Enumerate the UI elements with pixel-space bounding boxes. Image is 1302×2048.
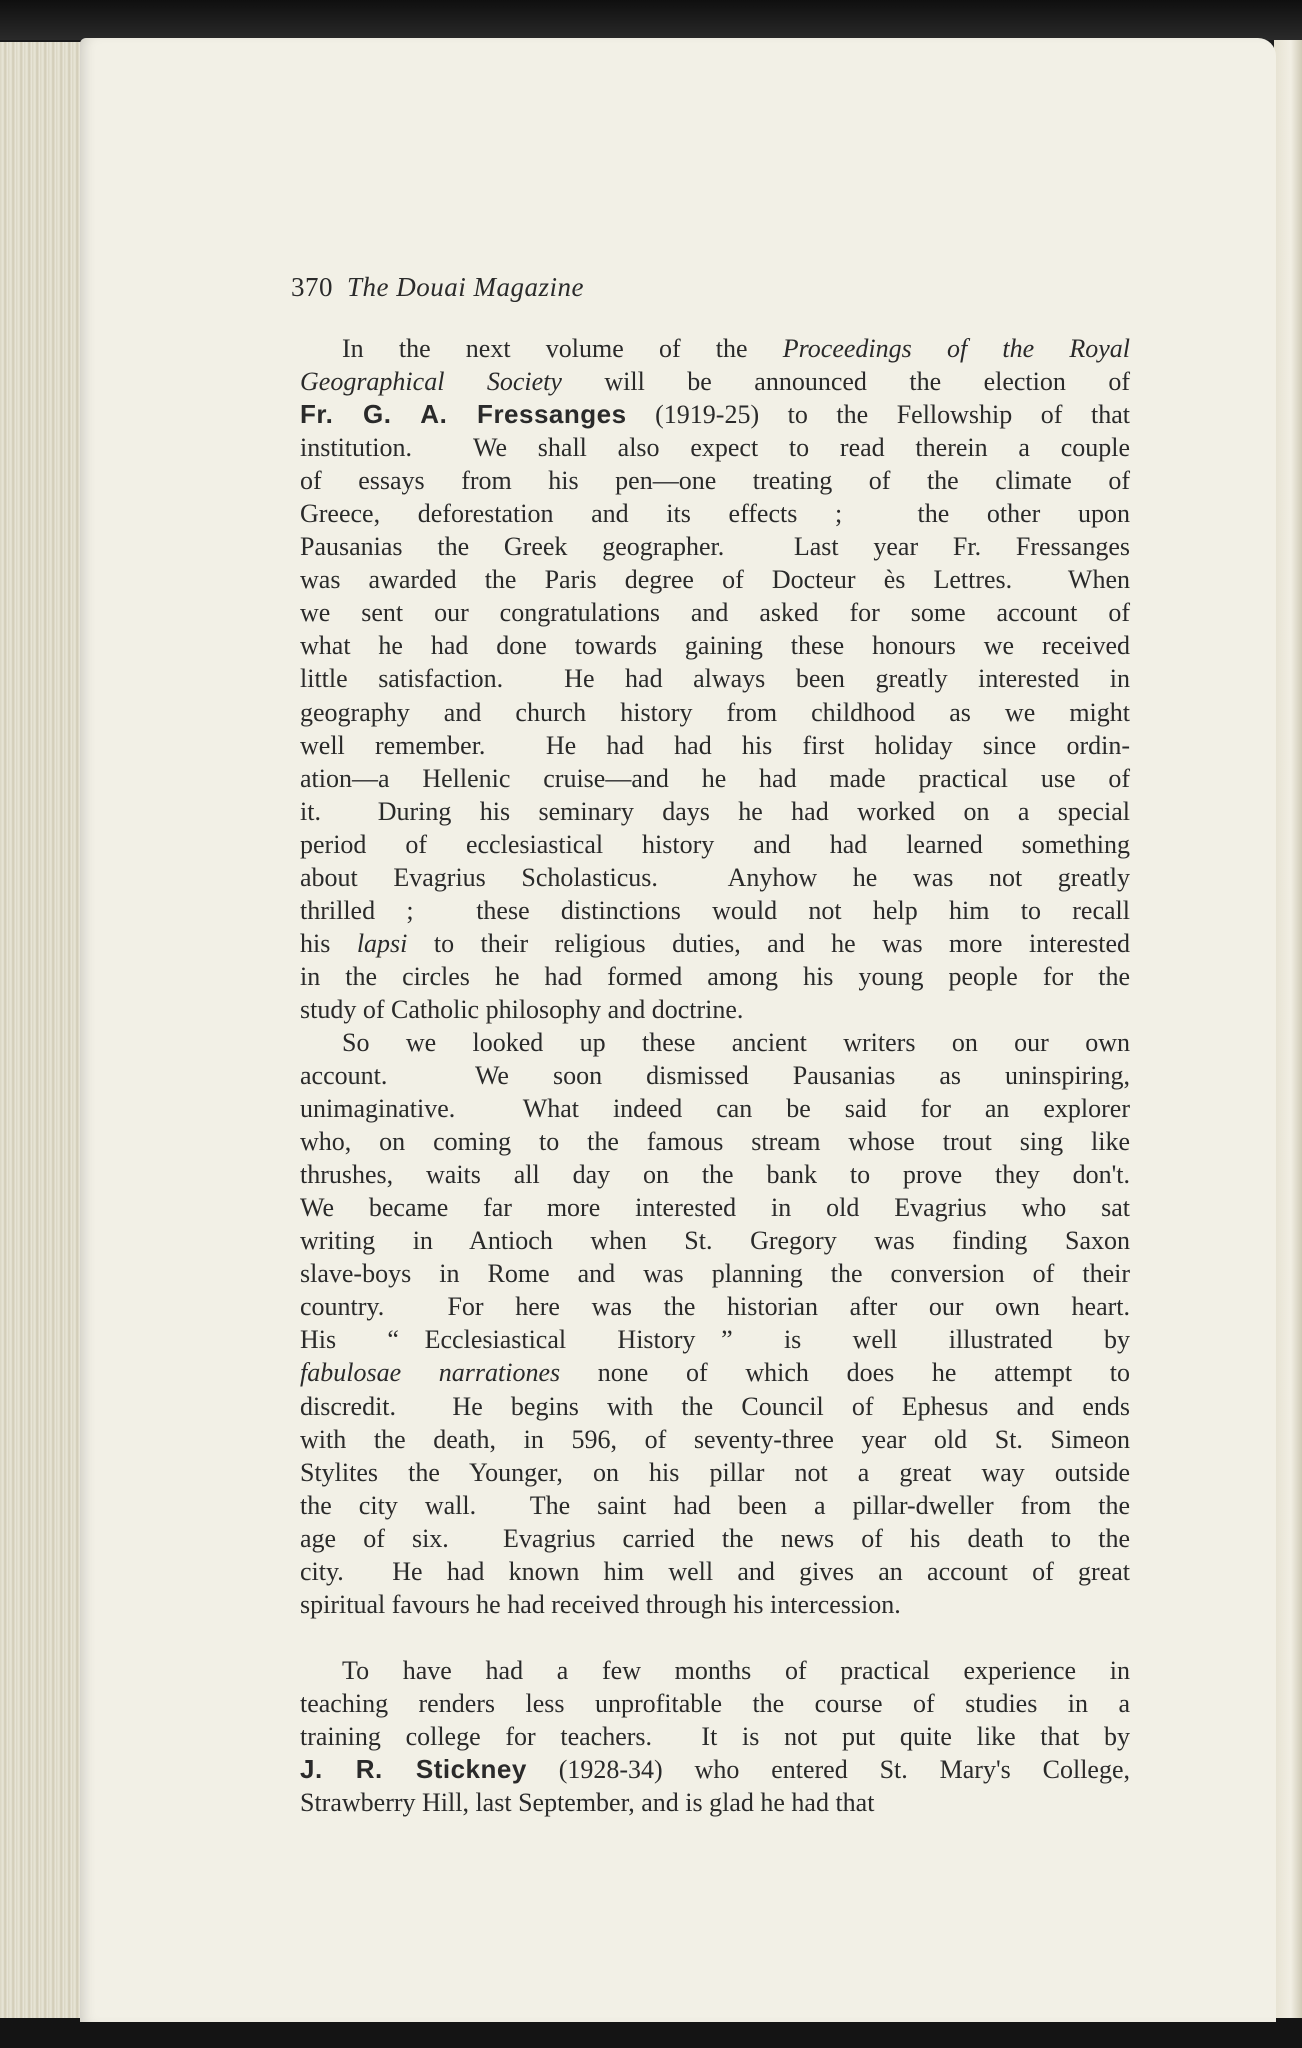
text-line	[300, 530, 1130, 563]
text-run: slave-boys in Rome and was planning the conversion of their	[300, 1259, 1130, 1289]
text-line	[300, 1257, 1130, 1290]
text-run: the city wall. The saint had been a pillar-dweller from the	[300, 1490, 1130, 1520]
text-run: with the death, in 596, of seventy-three year old St. Simeon	[300, 1424, 1130, 1454]
text-run: who, on coming to the famous stream whose trout sing like	[300, 1127, 1130, 1157]
text-run: (1919-25) to the Fellowship of that	[626, 400, 1130, 430]
text-run: writing in Antioch when St. Gregory was finding Saxon	[300, 1226, 1130, 1256]
scan-bottom-edge	[0, 2018, 1302, 2048]
text-line	[300, 1390, 1130, 1423]
text-run: teaching renders less unprofitable the course of studies in a	[300, 1688, 1130, 1718]
text-line	[300, 596, 1130, 629]
text-line	[300, 662, 1130, 695]
text-line	[300, 497, 1130, 530]
text-run: To have had a few months of practical experience in	[342, 1655, 1130, 1685]
text-run: institution. We shall also expect to read therein a couple	[300, 433, 1130, 463]
text-line	[300, 1059, 1130, 1092]
text-run: account. We soon dismissed Pausanias as uninspiring,	[300, 1061, 1130, 1091]
text-run: geography and church history from childhood as we might	[300, 697, 1130, 727]
text-run: We became far more interested in old Evagrius who sat	[300, 1193, 1130, 1223]
text-run: In the next volume of the	[342, 334, 783, 363]
text-line	[300, 629, 1130, 662]
text-line	[300, 1290, 1130, 1323]
text-line	[300, 894, 1130, 927]
text-line	[300, 927, 1130, 960]
text-line	[300, 332, 1130, 365]
text-line	[300, 1522, 1130, 1555]
text-run: will be announced the election of	[561, 367, 1130, 397]
text-line	[300, 795, 1130, 828]
text-line	[300, 1687, 1130, 1720]
text-run: (1928-34) who entered St. Mary's College,	[526, 1754, 1130, 1784]
text-line	[300, 762, 1130, 795]
body-text	[300, 332, 1130, 1819]
text-run: city. He had known him well and gives an account of great	[300, 1556, 1130, 1586]
text-run: of essays from his pen—one treating of the climate of	[300, 466, 1130, 496]
text-run: to their religious duties, and he was more interested	[407, 928, 1131, 958]
text-line	[300, 1092, 1130, 1125]
running-head	[291, 272, 584, 303]
text-line	[300, 1654, 1130, 1687]
text-line	[300, 398, 1130, 431]
text-run: was awarded the Paris degree of Docteur ès Lettres. When	[300, 565, 1130, 595]
text-run: Strawberry Hill, last September, and is glad he had that	[300, 1788, 875, 1818]
text-line	[300, 464, 1130, 497]
text-line	[300, 1753, 1130, 1786]
italic-text: lapsi	[356, 928, 408, 958]
paragraph	[300, 1654, 1130, 1819]
scan-top-edge	[0, 0, 1302, 40]
text-line	[300, 828, 1130, 861]
text-line	[300, 1555, 1130, 1588]
text-run: So we looked up these ancient writers on our own	[342, 1027, 1130, 1057]
text-line	[300, 1158, 1130, 1191]
text-run: spiritual favours he had received through his intercession.	[300, 1589, 901, 1619]
text-run: thrilled ; these distinctions would not help him to recall	[300, 895, 1130, 925]
text-run: Greece, deforestation and its effects ; the other upon	[300, 499, 1130, 529]
facing-page-edge	[1274, 40, 1302, 2020]
text-run: about Evagrius Scholasticus. Anyhow he was not greatly	[300, 862, 1130, 892]
italic-text: Proceedings of the Royal	[782, 334, 1130, 363]
text-line	[300, 1423, 1130, 1456]
text-line	[300, 861, 1130, 894]
person-name: J. R. Stickney	[300, 1753, 527, 1784]
paragraph	[300, 1026, 1130, 1621]
page-number: 370	[291, 272, 333, 302]
text-line	[300, 1720, 1130, 1753]
text-line	[300, 563, 1130, 596]
text-line	[300, 729, 1130, 762]
paragraph	[300, 332, 1130, 1026]
text-run: we sent our congratulations and asked for some account of	[300, 598, 1130, 628]
text-line	[300, 1489, 1130, 1522]
text-line	[300, 1224, 1130, 1257]
text-run: little satisfaction. He had always been greatly interested in	[300, 664, 1130, 694]
text-line	[300, 1125, 1130, 1158]
text-run: His “ Ecclesiastical History ” is well illustrated by	[300, 1325, 1130, 1355]
magazine-title: The Douai Magazine	[347, 272, 584, 302]
text-line	[300, 960, 1130, 993]
text-run: it. During his seminary days he had worked on a special	[300, 796, 1130, 826]
text-line	[300, 365, 1130, 398]
text-run: what he had done towards gaining these honours we received	[300, 631, 1130, 661]
text-run: Pausanias the Greek geographer. Last year Fr. Fressanges	[300, 532, 1130, 562]
text-line	[300, 696, 1130, 729]
text-run: country. For here was the historian after our own heart.	[300, 1292, 1130, 1322]
book-page-edges	[0, 42, 84, 2020]
italic-text: fabulosae narrationes	[300, 1358, 561, 1388]
text-run: ation—a Hellenic cruise—and he had made practical use of	[300, 763, 1130, 793]
text-run: unimaginative. What indeed can be said for an explorer	[300, 1094, 1130, 1124]
text-run: his	[300, 928, 357, 958]
text-run: age of six. Evagrius carried the news of his death to the	[300, 1523, 1130, 1553]
text-line	[300, 1026, 1130, 1059]
text-line	[300, 1323, 1130, 1356]
text-run: thrushes, waits all day on the bank to prove they don't.	[300, 1160, 1130, 1190]
text-run: training college for teachers. It is not put quite like that by	[300, 1721, 1130, 1751]
person-name: Fr. G. A. Fressanges	[300, 399, 627, 430]
text-run: period of ecclesiastical history and had learned something	[300, 829, 1130, 859]
text-line	[300, 1786, 1130, 1819]
paragraph-gap	[300, 1621, 1130, 1654]
italic-text: Geographical Society	[300, 367, 562, 397]
text-line	[300, 1456, 1130, 1489]
text-run: well remember. He had had his first holiday since ordin-	[300, 730, 1130, 760]
text-run: study of Catholic philosophy and doctrine.	[300, 994, 744, 1024]
text-line	[300, 1588, 1130, 1621]
text-run: Stylites the Younger, on his pillar not a great way outside	[300, 1457, 1130, 1487]
text-line	[300, 993, 1130, 1026]
text-line	[300, 1191, 1130, 1224]
text-run: none of which does he attempt to	[560, 1358, 1130, 1388]
text-run: discredit. He begins with the Council of Ephesus and ends	[300, 1391, 1130, 1421]
text-run: in the circles he had formed among his young people for the	[300, 961, 1130, 991]
text-line	[300, 1356, 1130, 1389]
text-line	[300, 431, 1130, 464]
